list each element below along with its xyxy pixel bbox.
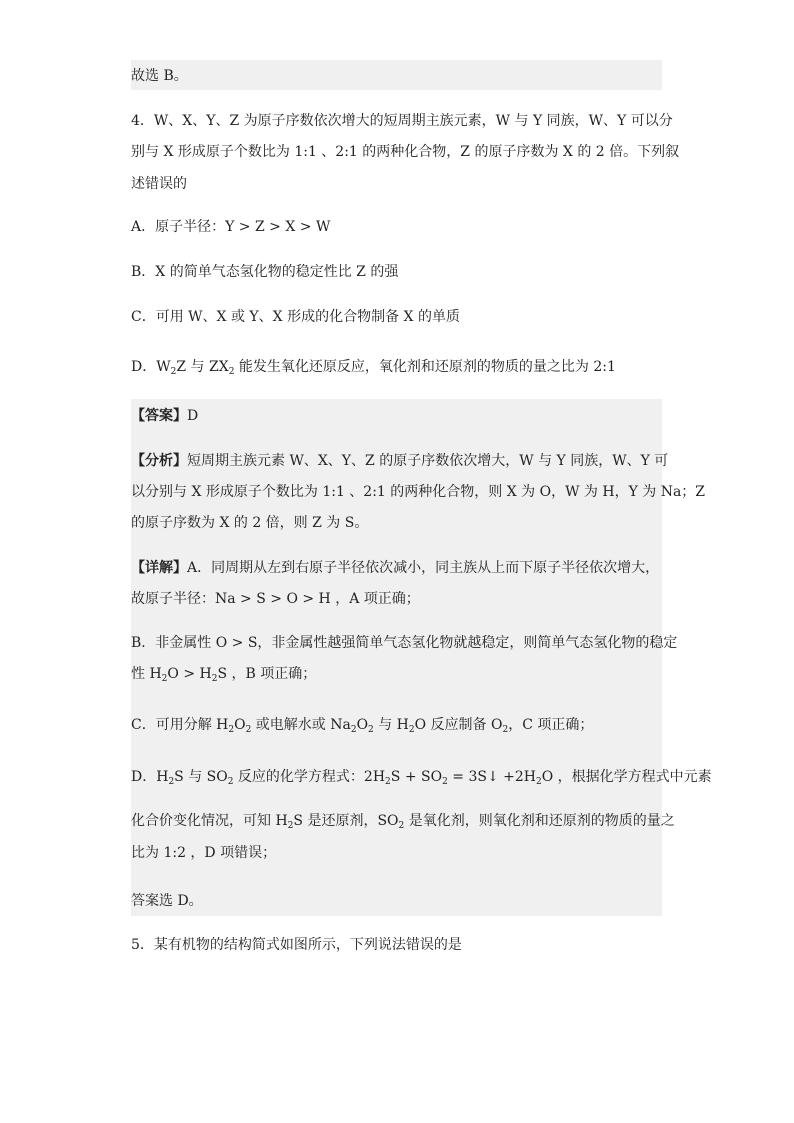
subscript: 2: [535, 777, 542, 787]
subscript: 2: [408, 725, 415, 735]
q4-option-d: [131, 357, 616, 377]
detail-a-line-2: 故原子半径：Na > S > O > H ，A 项正确；: [131, 591, 420, 607]
subscript: 2: [385, 777, 391, 787]
solution-block: [131, 399, 662, 916]
subscript: 2: [168, 777, 175, 787]
subscript: 2: [350, 725, 357, 735]
q4-stem-line-1: 4．W、X、Y、Z 为原子序数依次增大的短周期主族元素，W 与 Y 同族，W、Y 可以分: [131, 113, 673, 129]
detail-d-line-1: [131, 767, 712, 787]
detail-c-part: O: [234, 717, 246, 733]
detail-d-part: O ，根据化学方程式中元素: [541, 769, 712, 785]
detail-d-part: D．H: [131, 769, 169, 785]
detail-a-text: A．同周期从左到右原子半径依次减小，同主族从上而下原子半径依次增大，: [187, 560, 660, 576]
q4-option-d-part: D．W: [131, 359, 171, 375]
prev-answer-block: [131, 60, 662, 90]
subscript: 2: [398, 821, 405, 831]
subscript: 2: [161, 674, 168, 684]
subscript: 2: [170, 367, 177, 377]
detail-d-part: 化合价变化情况，可知 H: [131, 813, 288, 829]
detail-d-part: 反应的化学方程式：2H: [233, 769, 386, 785]
detail-c-part: C．可用分解 H: [131, 717, 229, 733]
detail-c-part: ，C 项正确；: [508, 717, 594, 733]
analysis-line-3: 的原子序数为 X 的 2 倍，则 Z 为 S。: [131, 515, 369, 531]
detail-c-part: 或电解水或 Na: [251, 717, 351, 733]
detail-b-line-1: B．非金属性 O > S，非金属性越强简单气态氢化物就越稳定，则简单气态氢化物的稳定: [131, 635, 678, 651]
detail-d-line-3: 比为 1:2 ，D 项错误；: [131, 845, 277, 861]
subscript: 2: [228, 725, 235, 735]
q4-stem-line-2: 别与 X 形成原子个数比为 1:1 、2:1 的两种化合物，Z 的原子序数为 X 的 2 倍。下列叙: [131, 144, 680, 160]
answer-line: [131, 406, 198, 426]
detail-b-part: 性 H: [131, 666, 162, 682]
subscript: 2: [368, 725, 374, 735]
subscript: 2: [502, 725, 509, 735]
analysis-line-2: 以分别与 X 形成原子个数比为 1:1 、2:1 的两种化合物，则 X 为 O，W 为 H，Y 为 Na；Z: [131, 484, 706, 500]
detail-c-line: [131, 715, 593, 735]
subscript: 2: [442, 777, 448, 787]
detail-c-part: 与 H: [373, 717, 409, 733]
analysis-tag: 【分析】: [131, 453, 187, 469]
q4-option-d-part: 能发生氧化还原反应，氧化剂和还原剂的物质的量之比为 2:1: [234, 359, 616, 375]
subscript: 2: [211, 674, 218, 684]
prev-answer-text: 故选 B。: [131, 68, 188, 84]
detail-tag: 【详解】: [131, 560, 187, 576]
question-5-stem: 5．某有机物的结构简式如图所示，下列说法错误的是: [131, 937, 462, 953]
detail-a-line-1: [131, 558, 659, 578]
detail-b-line-2: [131, 664, 316, 684]
detail-d-line-2: [131, 811, 675, 831]
detail-b-part: S ，B 项正确；: [217, 666, 317, 682]
analysis-line-1: [131, 451, 668, 471]
q4-option-d-part: Z 与 ZX: [176, 359, 229, 375]
detail-b-part: O > H: [167, 666, 212, 682]
detail-d-part: S 是还原剂，SO: [293, 813, 399, 829]
detail-d-part: = 3S↓ +2H: [447, 769, 536, 785]
q4-option-c: C．可用 W、X 或 Y、X 形成的化合物制备 X 的单质: [131, 309, 460, 325]
analysis-text: 短周期主族元素 W、X、Y、Z 的原子序数依次增大，W 与 Y 同族，W、Y 可: [187, 453, 669, 469]
detail-d-part: 是氧化剂，则氧化剂和还原剂的物质的量之: [404, 813, 675, 829]
subscript: 2: [227, 777, 234, 787]
final-answer: 答案选 D。: [131, 893, 203, 909]
detail-c-part: O: [356, 717, 369, 733]
detail-d-part: S + SO: [390, 769, 443, 785]
subscript: 2: [228, 367, 235, 377]
detail-d-part: S 与 SO: [174, 769, 228, 785]
detail-c-part: O 反应制备 O: [414, 717, 503, 733]
subscript: 2: [287, 821, 294, 831]
q4-option-b: B．X 的简单气态氢化物的稳定性比 Z 的强: [131, 264, 399, 280]
q4-stem-line-3: 述错误的: [131, 176, 187, 192]
q4-option-a: A．原子半径：Y > Z > X > W: [131, 219, 331, 235]
subscript: 2: [245, 725, 252, 735]
answer-value: D: [187, 408, 199, 424]
answer-tag: 【答案】: [131, 408, 187, 424]
